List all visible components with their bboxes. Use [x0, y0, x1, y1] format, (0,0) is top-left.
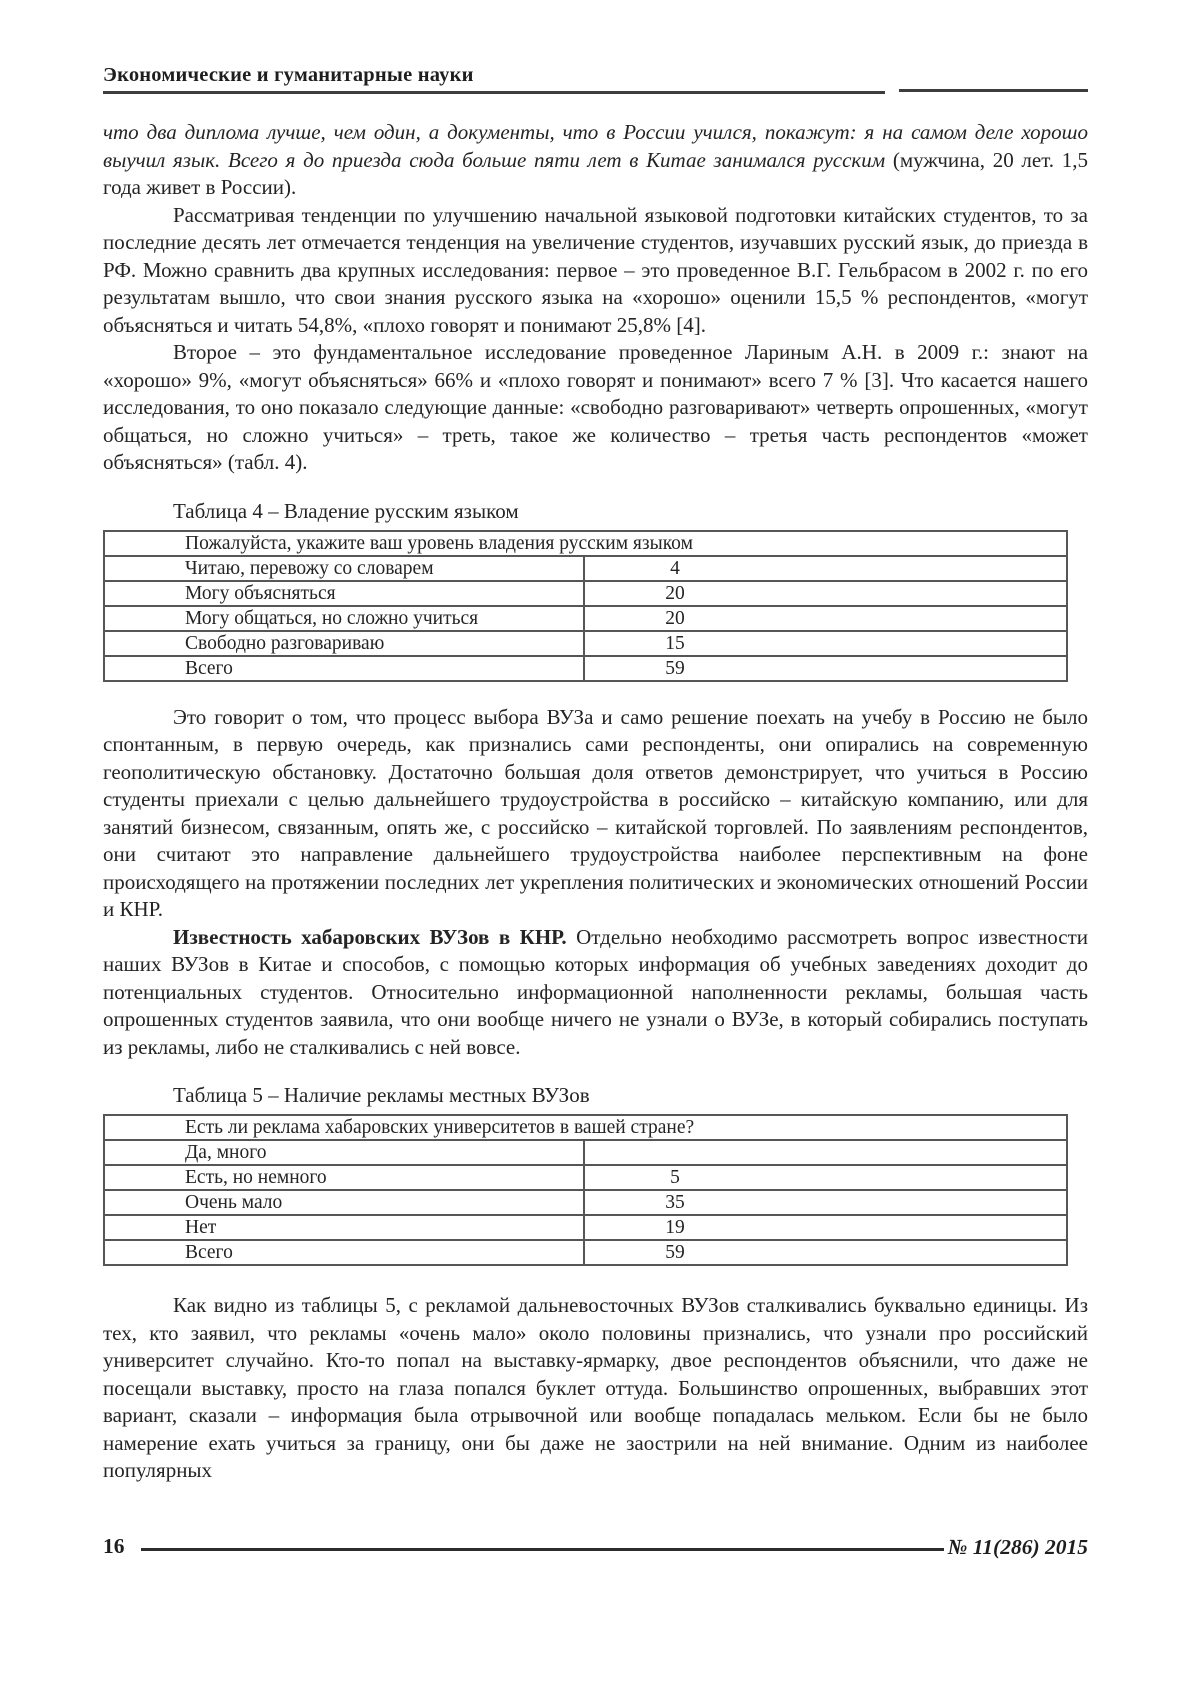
- row-value-text: 20: [665, 607, 685, 629]
- row-label: Нет: [104, 1215, 584, 1240]
- row-value: [584, 606, 1067, 631]
- paragraph-second-study: Второе – это фундаментальное исследование проведенное Лариным А.Н. в 2009 г.: знают на «хорошо» 9%, «могут объясняться» 66% и «плохо говорят и понимают» всего 7 % [3]. Что касается нашего исследования, то оно показало следующие данные: «свободно разговаривают» четверть опрошенных, «могут общаться, но сложно учиться» – треть, такое же количество – третья часть респондентов «может объясняться» (табл. 4).: [103, 340, 1088, 474]
- row-label: Могу общаться, но сложно учиться: [104, 606, 584, 631]
- row-label: Читаю, перевожу со словарем: [104, 556, 584, 581]
- table-row: [104, 1215, 1067, 1240]
- table-row: [104, 606, 1067, 631]
- quote-attribution-segment: (мужчина, 20 лет. 1,5 года живет в России).: [103, 147, 1089, 199]
- row-value: [584, 631, 1067, 656]
- row-label: Всего: [104, 1240, 584, 1265]
- table-russian-proficiency: [103, 530, 1068, 682]
- row-label: Очень мало: [104, 1190, 584, 1215]
- table-header-row: [104, 1115, 1067, 1140]
- table5-caption: Таблица 5 – Наличие рекламы местных ВУЗов: [173, 1083, 590, 1107]
- page-number: 16: [103, 1533, 125, 1558]
- row-value-text: 4: [670, 557, 680, 579]
- table-row: [104, 1165, 1067, 1190]
- row-value-text: 59: [665, 657, 685, 679]
- row-value: [584, 1215, 1067, 1240]
- table-row: [104, 1240, 1067, 1265]
- page-header: [103, 62, 1088, 95]
- row-value: [584, 656, 1067, 681]
- issue-label: № 11(286) 2015: [947, 1534, 1088, 1559]
- page-header-title: Экономические и гуманитарные науки: [103, 64, 474, 86]
- table-row: [104, 631, 1067, 656]
- page-footer: [103, 1533, 1088, 1560]
- table-local-university-ads: [103, 1114, 1068, 1266]
- table4-caption: Таблица 4 – Владение русским языком: [173, 498, 519, 523]
- header-rule: [103, 89, 1088, 95]
- row-value: [584, 1140, 1067, 1165]
- row-value: [584, 581, 1067, 606]
- paragraph-language-trends: Рассматривая тенденции по улучшению начальной языковой подготовки китайских студентов, то за последние десять лет отмечается тенденция на увеличение студентов, изучавших русский язык, до приезда в РФ. Можно сравнить два крупных исследования: первое – это проведенное В.Г. Гельбрасом в 2002 г. по его результатам вышло, что свои знания русского языка на «хорошо» оценили 15,5 % респондентов, «могут объясняться и читать 54,8%, «плохо говорят и понимают 25,8% [4].: [103, 202, 1088, 337]
- row-value: [584, 1165, 1067, 1190]
- paragraph-table5-analysis: Как видно из таблицы 5, с рекламой дальневосточных ВУЗов сталкивались буквально единицы. Из тех, кто заявил, что рекламы «очень мало» около половины признались, что узнали про российский университет случайно. Кто-то попал на выставку-ярмарку, двое респондентов объяснили, что даже не посещали выставку, просто на глаза попался буклет оттуда. Большинство опрошенных, выбравших этот вариант, сказали – информация была отрывочной или вообще попадалась мельком. Если бы не было намерение ехать учиться за границу, они бы даже не заострили на ней внимание. Одним из наиболее популярных: [103, 1293, 1088, 1482]
- row-value-text: 35: [665, 1192, 685, 1213]
- row-value-text: 15: [665, 632, 685, 654]
- quote-italic-segment: что два диплома лучше, чем один, а документы, что в России учился, покажут: я на самом деле хорошо выучил язык. Всего я до приезда сюда больше пяти лет в Китае занимался русским: [103, 120, 1088, 172]
- row-value-text: 19: [665, 1217, 685, 1238]
- row-label: Могу объясняться: [104, 581, 584, 606]
- row-value: [584, 556, 1067, 581]
- row-label: Да, много: [104, 1140, 584, 1165]
- row-label: Свободно разговариваю: [104, 631, 584, 656]
- table-header-row: [104, 531, 1067, 556]
- table-row: [104, 1190, 1067, 1215]
- header-rule-right-segment: [899, 89, 1088, 92]
- paragraph-lead-bold: Известность хабаровских ВУЗов в КНР.: [173, 924, 577, 949]
- table-row: [104, 656, 1067, 681]
- table-row: [104, 581, 1067, 606]
- row-label: Есть, но немного: [104, 1165, 584, 1190]
- paragraph-university-choice: Это говорит о том, что процесс выбора ВУЗа и само решение поехать на учебу в Россию не было спонтанным, в первую очередь, как признались сами респонденты, они опирались на современную геополитическую обстановку. Достаточно большая доля ответов демонстрирует, что учиться в Россию студенты приехали с целью дальнейшего трудоустройства в российско – китайскую компанию, или для занятий бизнесом, связанным, опять же, с российско – китайской торговлей. По заявлениям респондентов, они считают это направление дальнейшего трудоустройства наиболее перспективным на фоне происходящего на протяжении последних лет укрепления политических и экономических отношений России и КНР.: [103, 704, 1088, 921]
- row-value: [584, 1240, 1067, 1265]
- row-value-text: 20: [665, 582, 685, 604]
- row-value-text: 59: [665, 1242, 685, 1263]
- paragraph-university-awareness: [103, 924, 1088, 1062]
- row-value: [584, 1190, 1067, 1215]
- header-rule-left-segment: [103, 91, 885, 94]
- table-row: [104, 1140, 1067, 1165]
- row-label: Всего: [104, 656, 584, 681]
- table-header-cell: Пожалуйста, укажите ваш уровень владения русским языком: [104, 531, 1067, 556]
- paragraph-quote-continuation: [103, 119, 1088, 202]
- table-header-cell: Есть ли реклама хабаровских университетов в вашей стране?: [104, 1115, 1067, 1140]
- row-value-text: 5: [670, 1167, 680, 1188]
- footer-rule: [141, 1548, 944, 1551]
- paragraph-body-segment: Отдельно необходимо рассмотреть вопрос известности наших ВУЗов в Китае и способов, с помощью которых информация об учебных заведениях доходит до потенциальных студентов. Относительно информационной наполненности рекламы, большая часть опрошенных студентов заявила, что они вообще ничего не узнали о ВУЗе, в который собирались поступать из рекламы, либо не сталкивались с ней вовсе.: [103, 924, 1088, 1059]
- table-row: [104, 556, 1067, 581]
